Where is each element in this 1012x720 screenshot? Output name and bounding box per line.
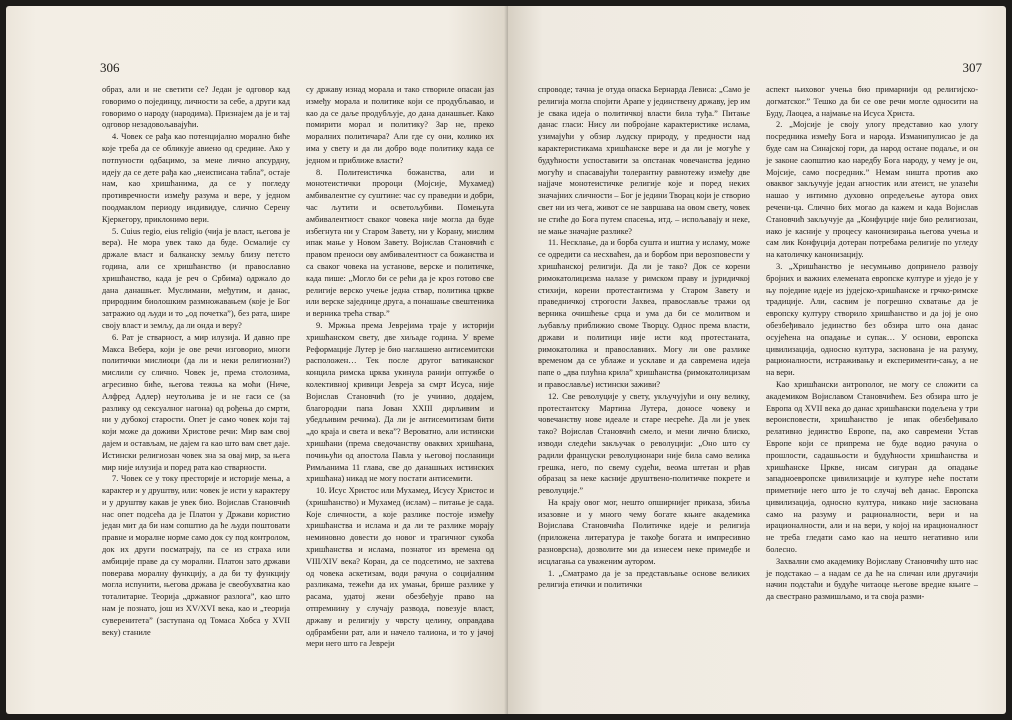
left-page-columns (102, 84, 494, 650)
paragraph: Захвални смо академику Војиславу Становчићу што нас је подстакао – а надам се да ће на сличан или другачији начин подстаћи и будуће читаоце његове вредне књиге – да свестрано размишљамо, и та своја разми- (766, 556, 978, 602)
paragraph: 8. Политеистичка божанства, али и монотеистички пророци (Мојсије, Мухамед) амбивалентне су суштине: час су праведни и добри, час љутити и осветољубиви. Помењута амбивалентност сваког човека није могла да буде избегнута ни у Старом Завету, ни у Корану, мислим ипак мање у Новом Завету. Војислав Становчић с правом преноси ову амбивалентност са божанства и са сваког човека на установе, верске и политичке, када пише: „Могло би се рећи да је кроз готово све религије верско учење једна ствар, политика цркве или верске заједнице друга, а понашање свештеника и верника трећа ствар.” (306, 167, 494, 319)
paragraph: 1. „Сматрамо да је за представљање основе великих религија етички и политички (538, 568, 750, 590)
right-page-columns (538, 84, 978, 603)
paragraph: образ, али и не светити се? Један је одговор кад говоримо о појединцу, личности за себе, а други кад говоримо о народу (народима). Признајем да је и тај одговор незадовољавајући. (102, 85, 290, 130)
paragraph: Као хришћански антрополог, не могу се сложити са академиком Војиславом Становчићем. Без обзира што је Европа од XVII века до данас хришћански подељена у три вероисповести, хришћанство је ипак обезбеђивало релативно јединство Европе, па, ако савремени Устав Европе који се припрема не буде водио рачуна о прошлости, садашњости и будућности хришћанства и хришћанске Цркве, нисам сигуран да опадање западноевропске цивилизације и културе неће постати приметније него што је то случај већ данас. Европска цивилизација, односно култура, никако није заснована само на разуму и рационалности, вери и на ирационалности, али и на вери, у којој на ирационалност не треба гледати само као на нешто негативно или болесно. (766, 379, 978, 555)
right-column-1 (538, 84, 750, 603)
left-column-1 (102, 84, 290, 650)
paragraph: 12. Све револуције у свету, укључујући и ону велику, протестантску Мартина Лутера, доносе човеку и човечанству нове идеале и старе несреће. Да ли је увек тако? Војислав Становчић смело, и мени лично блиско, изводи следећи закључак о револуцији: „Оно што су радили француски револуционари није била само велика грешка, него, по свему судећи, веома штетан и рђав образац за неке касније друштвено-политичке покрете и револуције.” (538, 391, 750, 496)
paragraph: 5. Cuius regio, eius religio (чија је власт, његова је вера). Не мора увек тако да буде. Осмалије су држале власт и балканску земљу близу петсто година, али се хришћанство (и православно хришћанство, када је реч о Србима) одржало до дана данашњег. Муслимани, међутим, и данас, природним биолошким размножавањем (које је Бог затражио од људи и то „од почетка”), без рата, шире своју власт и земљу, да ли онда и веру? (102, 226, 290, 330)
right-column-2 (766, 84, 978, 603)
right-page-number: 307 (962, 60, 982, 75)
paragraph: спроводе; тачна је отуда опаска Бернарда Левиса: „Само је религија могла спојити Арапе у јединствену државу, јер им је свака идеја о политичкој власти била туђа.” Питање данас гласи: Нису ли побројане карактеристике ислама, узимајући у обзир људску природу, у предности над карактеристикама хришћанске вере и да ли је могуће у будућности успоставити за опстанак човечанства једино могућу и спасавајући толерантну равнотежу између две најјаче монотеистичке религије које и поред неких значајних сличности – Бог је једини Творац који је створио свет ни из чега, живот се не завршава на овом свету, човек не стиће до Бога путем спасења, итд. – испољавају и неке, не мање значајне разлике? (538, 85, 750, 236)
paragraph: аспект њиховог учења био примарнији од религијско-догматског.” Тешко да би се ове речи могле односити на Буду, Лаоцеа, а најмање на Исуса Христа. (766, 85, 978, 118)
paragraph: 2. „Мојсије је своју улогу представио као улогу посредника између Бога и народа. Изманипулисао је да буде сам на Синајској гори, да народ остане подаље, и он је законе саопштио као наредбу Бога народу, у чему је он, Мојсије, само посредник.” Немам ништа против ако оваквог закључује један агностик или атеист, не улазећи нашао у интимно духовно опредељење аутора ових речени-ца. Слично бих могао да кажем и када Војислав Становчић закључује да „Конфуције није био религиозан, иако је касније у процесу канонизирања његова учења и сам лик Конфуција дотеран потребама религије по угледу на католичку канонизацију. (766, 120, 978, 260)
left-column-2 (306, 84, 494, 650)
left-page (6, 6, 508, 714)
paragraph: 3. „Хришћанство је несумњиво допринело развоју бројних и важних елемената европске културе и уједо је у њу поједине идеје из јудејско-хришћанске и грчко-римске традиције. Али, сасвим је погрешно схватање да је европску културу створило хришћанство и да јој је оно обезбеђивало јединство без обзира што она данас осујећена на опадање и супак… У основи, европска цивилизација, односно култура, заснована је на разуму, рационалности, истраживању и експерименти-сању, а не на вери. (766, 261, 978, 378)
paragraph: 9. Мржња према Јеврејима траје у историји хришћанском свету, две хиљаде година. У време Реформације Лутер је био наглашено антисемитски расположен… Тек после другог ватиканског концила римска црква укинула ранији оптужбе о колективној кривици Јевреја за смрт Исуса, није Војислав Становчић (то је учинио, додајем, благородни папа Јован XXIII дирљивим и убедљивим речима). Да ли је антисемитизам бити „до краја и света и века”? Вероватно, али истински хришћани (према сведочанству оваквих хришћана, почињући од апостола Павла у његовој посланици Римљанима 11 главa, све до данашњих истинских хришћана) никад не могу постати антисемити. (306, 320, 494, 484)
paragraph: 11. Несклање, да и борба сушта и иштиа у исламу, може се одредити са несхваћен, да и борбом при верозповести у хришћанској религији. Да ли је тако? Док се корени римокатолицизма налазе у римском праву и јуридичкој стихији, корени протестантизма у Старом Завету и праведничкој строгости Јахвеа, православље тражи од верника очишћење срца и ума да би се молитвом и љубављу приближио своме Творцу. Однос према власти, држави и политици није исти код протестаната, римокатолика и православних. Могу ли ове разлике временом да се ублаже и усклаве и да савремена идеја папе о „два плућна крила” хришћанства (римокатолицизам и православље) истински заживи? (538, 238, 750, 389)
right-page (508, 6, 1006, 714)
paragraph: 10. Исус Христос или Мухамед, Исусу Христос и (хришћанство) и Мухамед (ислам) – питање је сада. Које сличности, а које разлике постоје између хришћанства и ислама и да ли те разлике морају неминовно довести до новог и трагичног сукоба хришћанства и ислама, познатог из времена од VIII/XIV века? Коран, да се подсетимо, не захтева од човека аскетизам, води рачуна о социјалним разликама, тежећи да их умањи, брише разлике у расама, удатој жени обезбеђује право на отпремнину у случају развода, повезује власт, државу и религију у чврсту целину, оправдава одбрамбени рат, али и начело талиона, и то у јачој мери него што га Јевреји (306, 486, 494, 649)
paragraph: 7. Човек се у току престорије и историје мења, а карактер и у друштву, или: човек је исти у карактеру и у друштву какав је увек био. Војислав Становчић нас опет подсећа да је Платон у Држави користио један мит да би нам сопштио да ће људи поштовати правне и моралне норме само док су под контролом, док их други посматрају, па се из страха или амбиције праве да су морални. Платон зато држави поверава моралну функцију, а да би ту функцију могла испунити, његова држава је свеобухватна као тоталитарне. Теорија „државног разлога”, као што нам је познато, још из XV/XVI века, као и „теорија суверенитета” (заступана од Томаса Хобса у XVII веку) станиле (102, 474, 290, 637)
paragraph: 4. Човек се рађа као потенцијално морално биће које треба да се обликује авиено од средине. Ако у потпуности одбацимо, за мене лично апсурдну, идеју да се дете рађа као „неисписана табла”, остаје нам, као хришћанима, да се у погледу противречности између разума и вере, у једном поодмаклом периоду индивидуе, слично Серену Кјеркегору, приклонимо вери. (102, 132, 290, 224)
paragraph: 6. Рат је стварност, а мир илузија. И давно пре Макса Вебера, који је ове речи изговорио, многи политички мислиоци (да ли и неки религиозни?) мислили су слично. Човек је, према столозима, агресивно биће, његова тежња ка моћи (Ниче, Алфред Адлер) неутољива је и не гаси се (за разлику од сексуалног нагона) од рођења до смрти, ни у дубокој старости. Опет је само човек који тај који може да доживи Христове речи: Мир вам свој дајем и остављам, не дајем га као што вам свет даје. Истински религиозан човек зна за овај мир, за њега мир није илузија и поред рата као стварности. (102, 332, 290, 472)
paragraph: На крају овог мог, нешто опширнијег приказа, збиља изазовне и у много чему богате књиге академика Војислава Становчића Политичке идеје и религија (приложена литература је такође богата и импресивно разноврсна), дозволите ми да изнесем неке примедбе и исцлагања са уваженим аутором. (538, 497, 750, 566)
paragraph: су државу изнад морала и тако створиле опасан јаз између морала и политике који се продубљавао, и као да се даље продубљује, до дана данашњег. Како помирити морал и политику? Зар не, преко моралних политичара? Али где су они, колико их има у свету и да ли добро воде политику када се једном и приближе власти? (306, 85, 494, 165)
left-page-number: 306 (100, 60, 120, 75)
